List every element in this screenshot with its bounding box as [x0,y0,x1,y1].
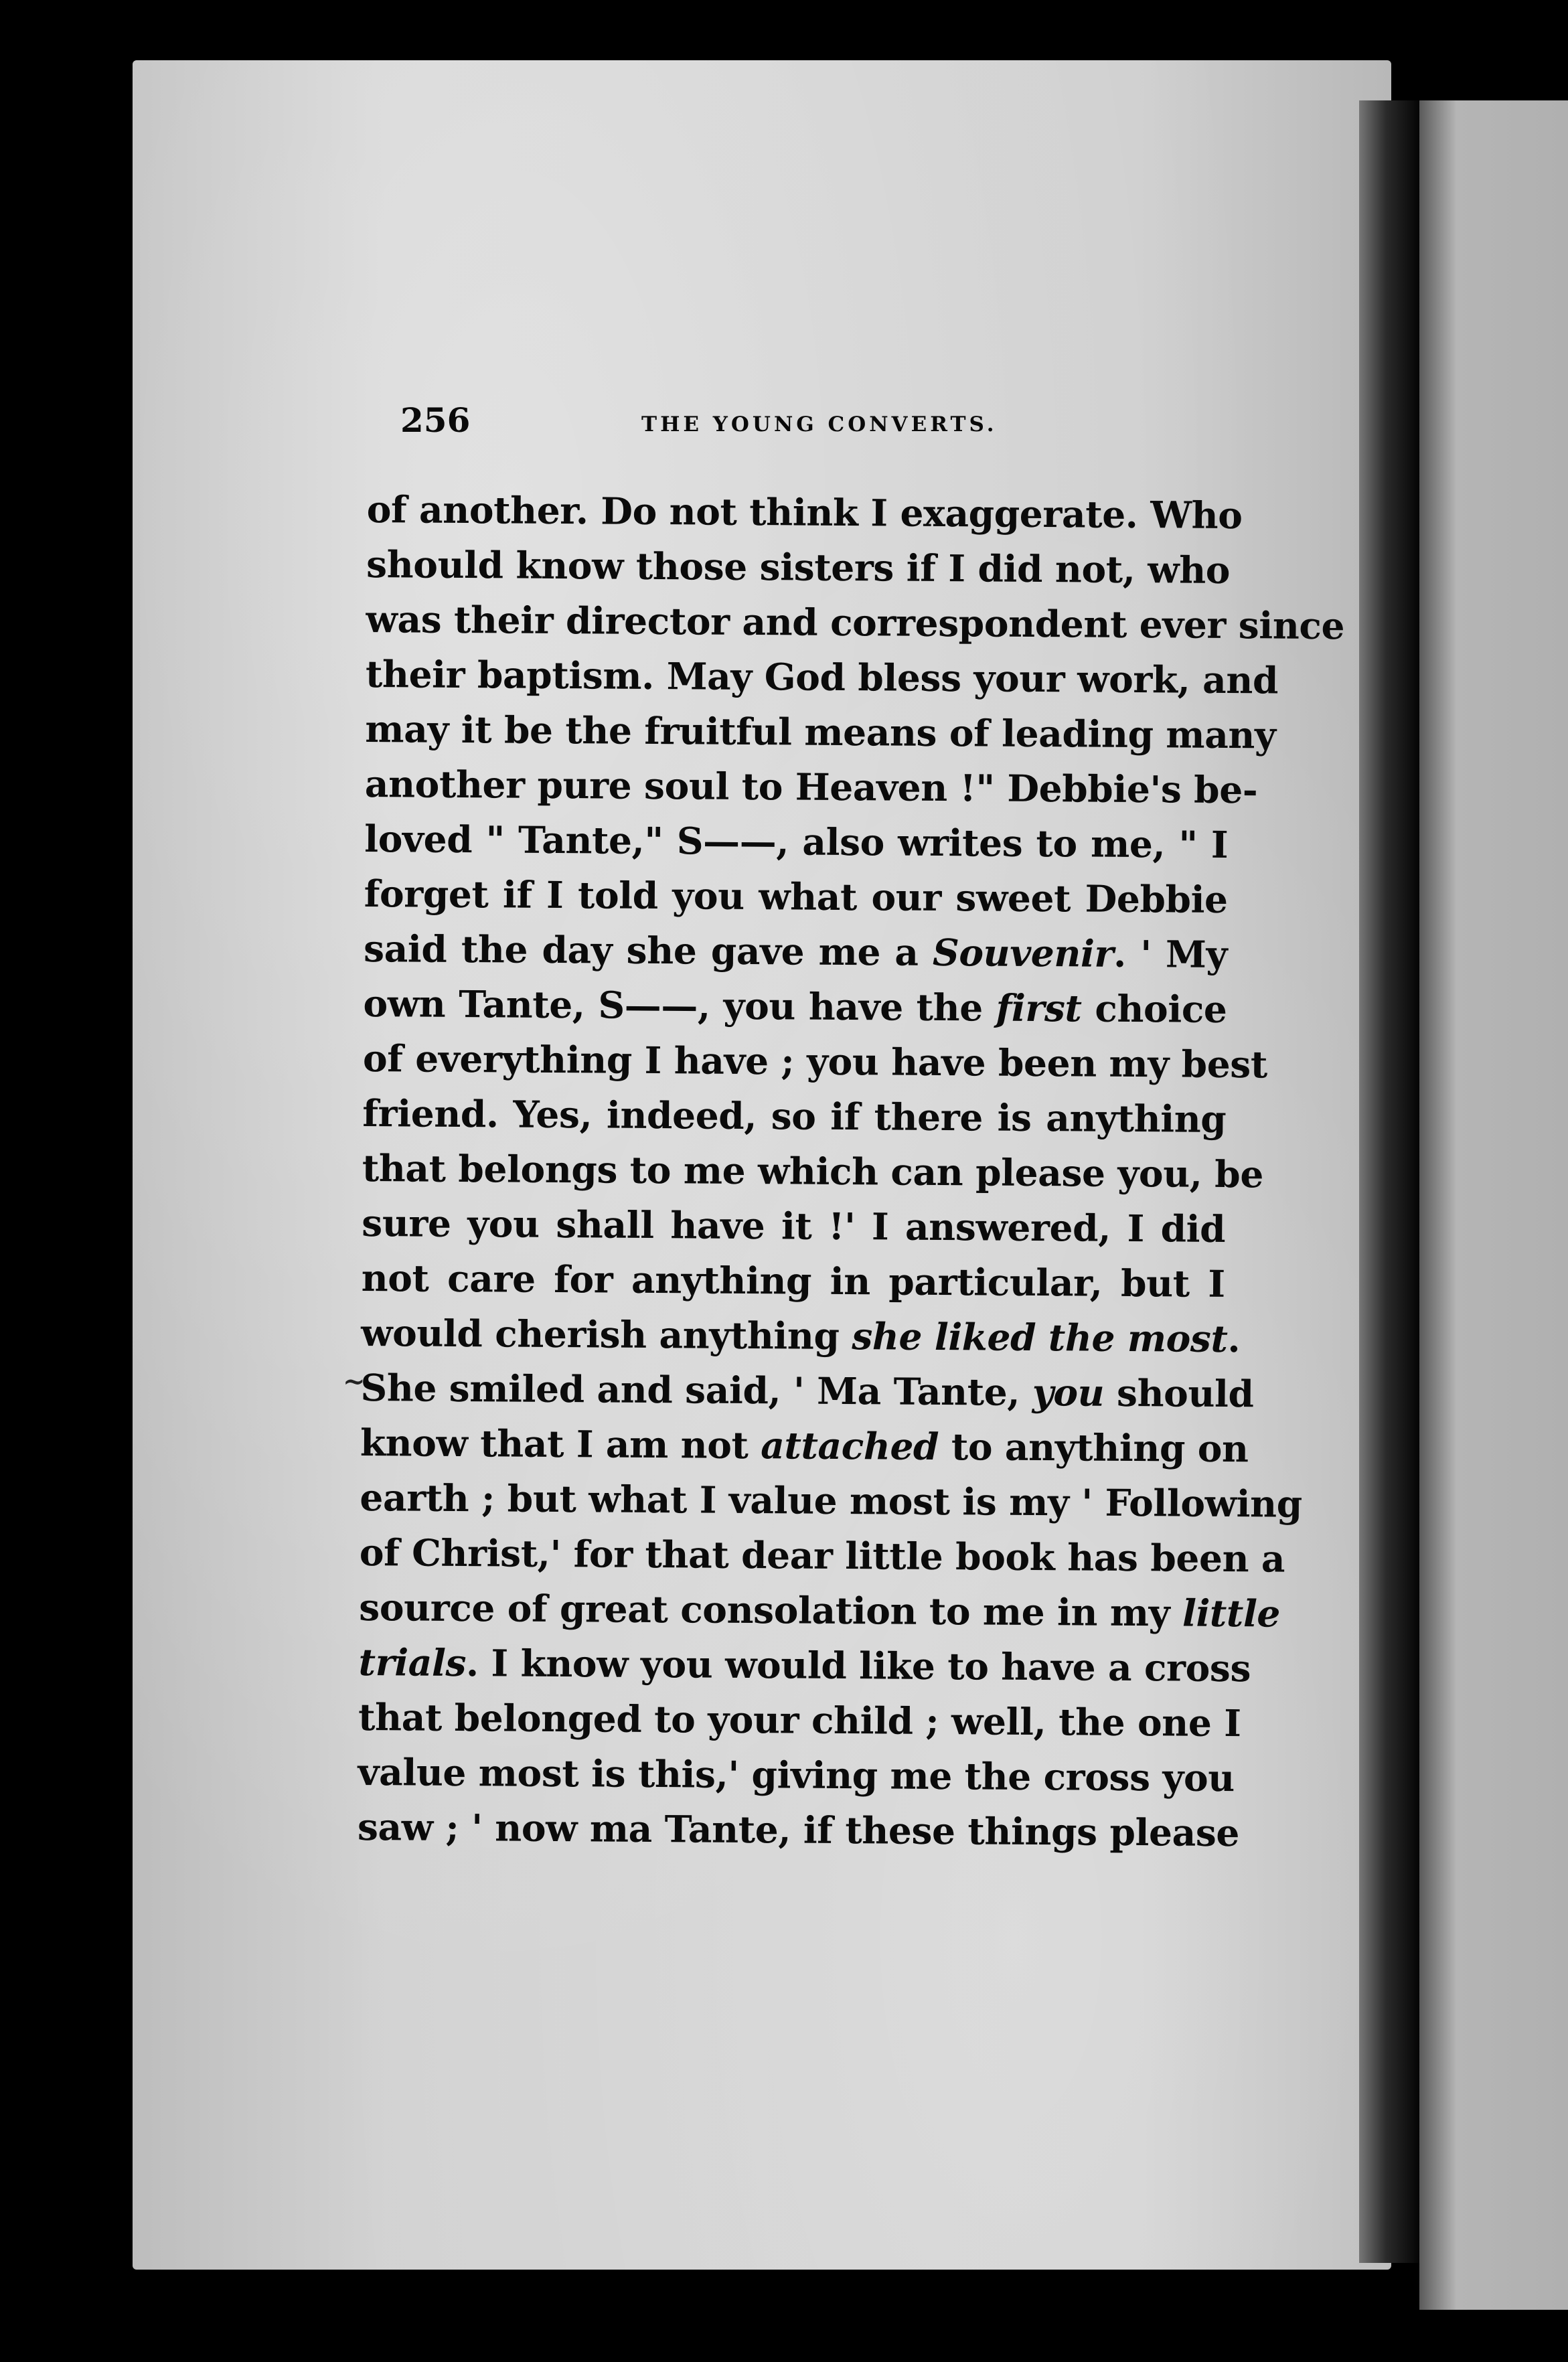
text-run: their baptism. May God bless your work, and [365,651,1279,702]
text-run: said the day she gave me a [363,926,933,974]
text-line [360,1306,1241,1366]
italic-text: attached [761,1423,939,1468]
text-line [365,647,1279,708]
text-run: that belongs to me which can please you, be [362,1146,1264,1196]
text-line [366,537,1231,598]
text-line [360,1470,1302,1531]
text-run: to anything on [938,1424,1249,1471]
text-run: was their director and correspondent ever since [366,597,1345,648]
text-line [362,1141,1264,1202]
text-run: choice [1081,986,1227,1031]
text-run: sure you shall have it !' I answered, I did [362,1200,1226,1251]
text-run: She smiled and said, ' Ma Tante, [360,1365,1033,1414]
text-line [365,702,1276,763]
italic-text: trials [358,1640,467,1685]
text-line [359,1525,1285,1586]
text-run: value most is this,' giving me the cross you [358,1749,1235,1800]
text-line [358,1690,1241,1751]
text-run: of another. Do not think I exaggerate. Who [366,487,1243,538]
text-line [366,592,1345,653]
text-line [364,921,1228,982]
text-run: forget if I told you what our sweet Debbie [364,871,1228,921]
margin-mark: ~ [343,1366,366,1397]
binding-gutter [1359,100,1419,2263]
text-line [362,1086,1227,1147]
text-run: should [1104,1370,1254,1416]
page-header [400,395,1231,455]
text-line [360,1360,1254,1421]
text-run: another pure soul to Heaven !" Debbie's be- [364,761,1258,812]
text-run: . I know you would like to have a cross [465,1641,1251,1690]
text-line [362,1031,1268,1092]
body-text [357,482,1345,1861]
text-run: of Christ,' for that dear little book has been a [359,1530,1285,1581]
text-line [359,1580,1281,1641]
text-line [364,757,1258,817]
text-line [363,976,1227,1037]
text-line [360,1415,1249,1476]
italic-text: Souvenir [932,930,1114,975]
text-run: loved " Tante," S——, also writes to me, " I [364,816,1229,866]
text-line [358,1745,1235,1806]
running-head: THE YOUNG CONVERTS. [641,412,998,437]
text-line [357,1800,1240,1861]
text-run: that belonged to your child ; well, the one I [358,1695,1241,1745]
page-number: 256 [400,400,471,440]
text-run: friend. Yes, indeed, so if there is anything [362,1091,1227,1141]
text-run: know that I am not [360,1420,761,1468]
facing-page-edge [1419,100,1568,2310]
text-run: earth ; but what I value most is my ' Following [360,1475,1302,1526]
text-line [362,1196,1226,1257]
text-run: saw ; ' now ma Tante, if these things please [357,1804,1240,1855]
text-run: . ' My [1113,931,1228,976]
text-line [358,1635,1251,1696]
text-line [364,866,1228,927]
text-run: should know those sisters if I did not, who [366,542,1231,593]
text-run: source of great consolation to me in my [359,1585,1183,1635]
text-run: of everything I have ; you have been my best [362,1036,1268,1087]
italic-text: she liked the most [852,1314,1228,1361]
text-run: . [1227,1317,1241,1361]
italic-text: you [1032,1370,1105,1415]
text-line [361,1251,1225,1312]
text-line [364,811,1229,872]
text-run: may it be the fruitful means of leading many [365,706,1276,757]
text-run: own Tante, S——, you have the [363,981,996,1030]
text-run: would cherish anything [360,1310,852,1358]
text-run: not care for anything in particular, but I [361,1255,1225,1306]
italic-text: first [996,986,1082,1030]
text-line [366,482,1243,543]
italic-text: little [1182,1591,1281,1636]
